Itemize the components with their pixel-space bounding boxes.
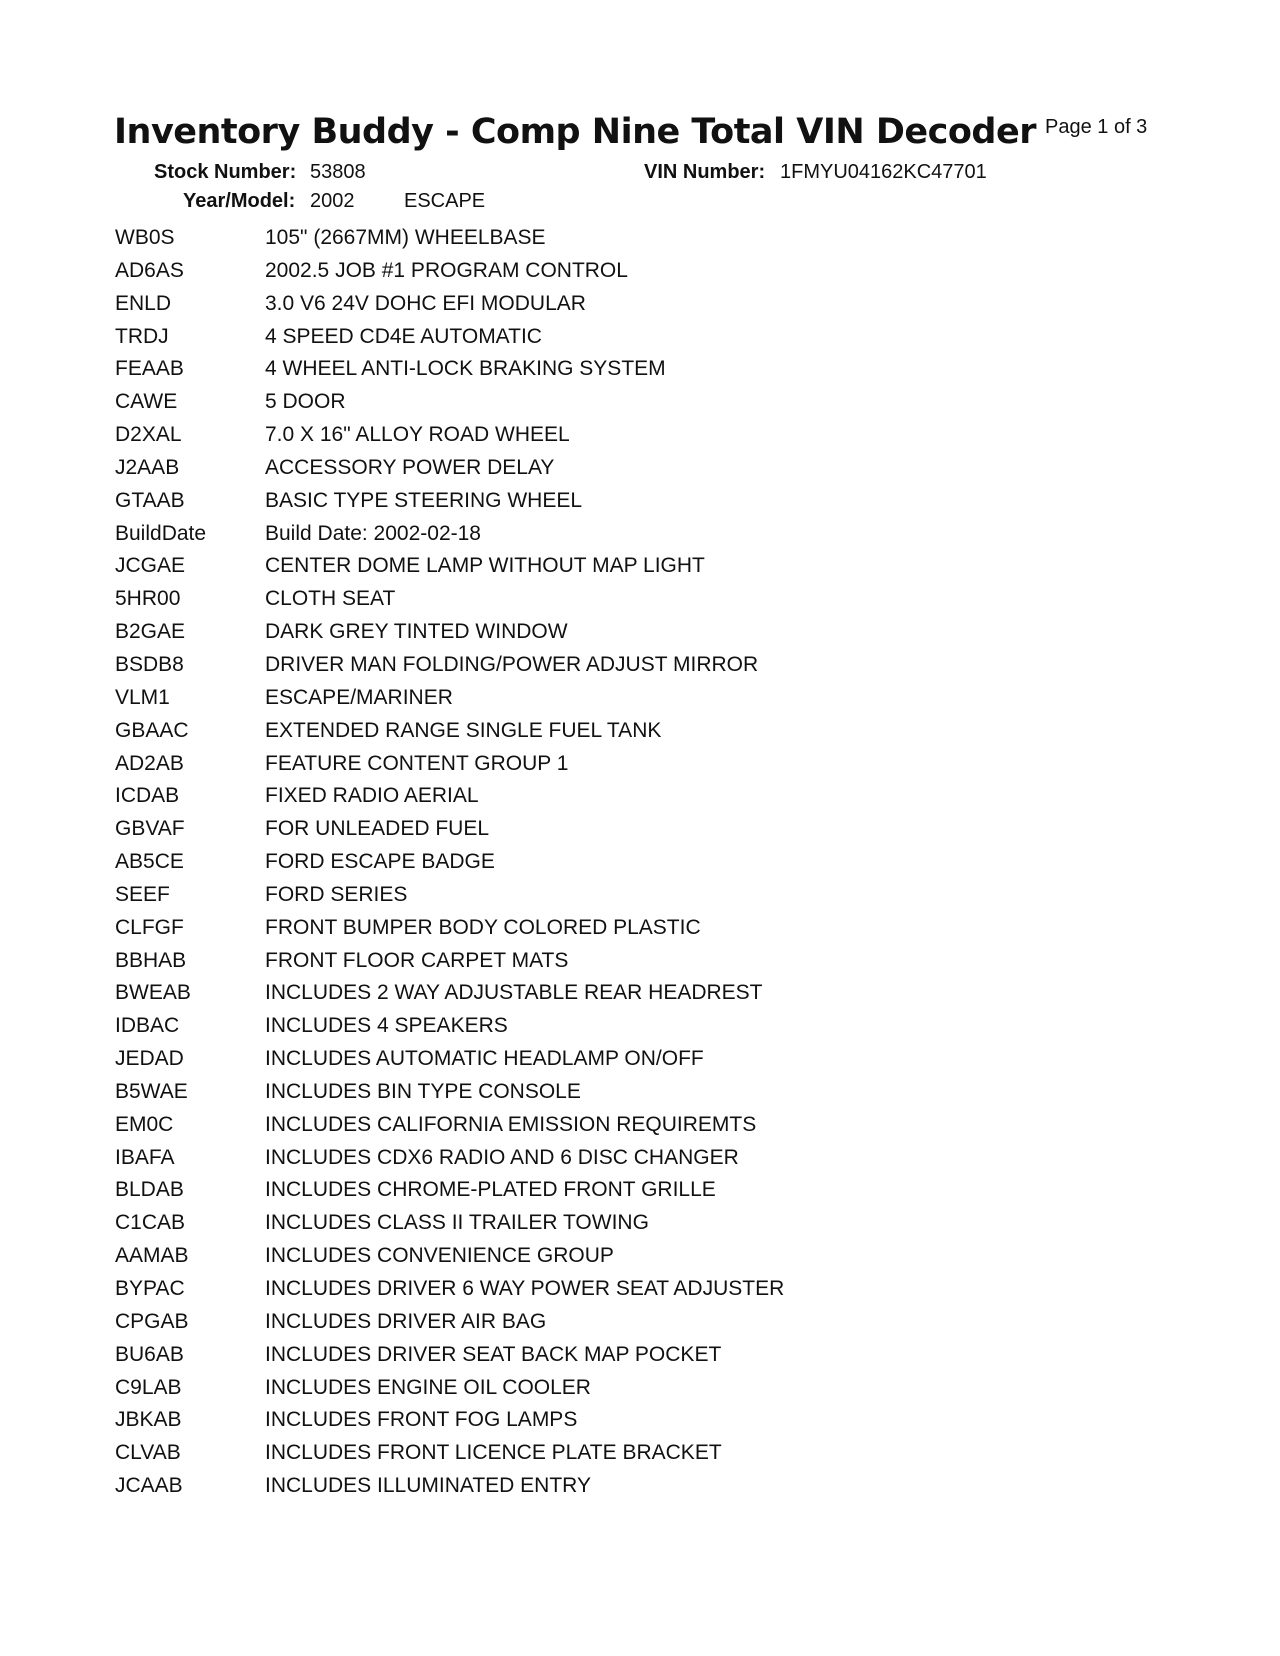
option-code: GBAAC [115, 718, 189, 742]
option-description: FORD SERIES [265, 882, 408, 906]
option-code: CLFGF [115, 915, 184, 939]
option-description: ESCAPE/MARINER [265, 685, 453, 709]
option-code: SEEF [115, 882, 170, 906]
option-code: D2XAL [115, 423, 182, 447]
option-code: JEDAD [115, 1047, 184, 1071]
option-code: BLDAB [115, 1178, 184, 1202]
option-description: FEATURE CONTENT GROUP 1 [265, 751, 569, 775]
option-description: DRIVER MAN FOLDING/POWER ADJUST MIRROR [265, 652, 759, 676]
option-code: BU6AB [115, 1342, 184, 1366]
option-description: 3.0 V6 24V DOHC EFI MODULAR [265, 291, 586, 315]
option-description: 7.0 X 16" ALLOY ROAD WHEEL [265, 423, 570, 447]
option-description: Build Date: 2002-02-18 [265, 521, 481, 545]
option-description: FIXED RADIO AERIAL [265, 784, 479, 808]
option-code: BSDB8 [115, 652, 184, 676]
option-code: BYPAC [115, 1277, 185, 1300]
option-description: FRONT FLOOR CARPET MATS [265, 948, 569, 972]
option-code: TRDJ [115, 324, 169, 348]
option-description: INCLUDES ENGINE OIL COOLER [265, 1375, 591, 1399]
option-code: CAWE [115, 390, 178, 414]
option-description: INCLUDES FRONT LICENCE PLATE BRACKET [265, 1441, 722, 1465]
option-code: GBVAF [115, 817, 185, 841]
year-model-label: Year/Model: [183, 190, 296, 212]
year-value: 2002 [310, 190, 355, 212]
option-code: EM0C [115, 1112, 174, 1136]
option-description: FRONT BUMPER BODY COLORED PLASTIC [265, 915, 701, 939]
option-code: VLM1 [115, 685, 170, 709]
option-code: 5HR00 [115, 587, 181, 611]
option-code: AD6AS [115, 258, 184, 282]
option-code: GTAAB [115, 488, 185, 512]
option-code: JCAAB [115, 1474, 183, 1498]
option-code: IBAFA [115, 1145, 175, 1169]
option-code: J2AAB [115, 455, 180, 479]
stock-number-value: 53808 [310, 161, 366, 183]
option-description: CLOTH SEAT [265, 587, 396, 611]
option-code: C9LAB [115, 1375, 182, 1399]
page-indicator: Page 1 of 3 [1045, 116, 1148, 138]
option-code: AD2AB [115, 751, 184, 775]
option-description: 2002.5 JOB #1 PROGRAM CONTROL [265, 258, 628, 282]
option-code: FEAAB [115, 357, 184, 381]
option-description: BASIC TYPE STEERING WHEEL [265, 488, 583, 512]
option-code: BBHAB [115, 948, 187, 972]
option-description: INCLUDES AUTOMATIC HEADLAMP ON/OFF [265, 1047, 704, 1071]
vin-number-value: 1FMYU04162KC47701 [780, 161, 987, 183]
option-description: INCLUDES DRIVER 6 WAY POWER SEAT ADJUSTER [265, 1277, 785, 1300]
option-description: FOR UNLEADED FUEL [265, 817, 490, 841]
option-code: AAMAB [115, 1244, 189, 1268]
option-description: INCLUDES CLASS II TRAILER TOWING [265, 1211, 649, 1235]
option-description: INCLUDES BIN TYPE CONSOLE [265, 1079, 581, 1103]
option-code: JCGAE [115, 554, 186, 578]
option-code: CLVAB [115, 1441, 181, 1465]
vin-number-label: VIN Number: [644, 161, 766, 183]
option-code: BuildDate [115, 521, 207, 545]
option-description: INCLUDES FRONT FOG LAMPS [265, 1408, 578, 1432]
option-code: ENLD [115, 291, 172, 315]
option-code: AB5CE [115, 850, 184, 874]
option-description: EXTENDED RANGE SINGLE FUEL TANK [265, 718, 662, 742]
option-description: INCLUDES CHROME-PLATED FRONT GRILLE [265, 1178, 716, 1202]
option-description: ACCESSORY POWER DELAY [265, 455, 555, 479]
option-description: 4 WHEEL ANTI-LOCK BRAKING SYSTEM [265, 357, 666, 381]
option-description: INCLUDES DRIVER SEAT BACK MAP POCKET [265, 1342, 722, 1366]
option-description: INCLUDES DRIVER AIR BAG [265, 1309, 547, 1333]
model-value: ESCAPE [404, 190, 486, 212]
option-code: B2GAE [115, 620, 186, 644]
option-description: CENTER DOME LAMP WITHOUT MAP LIGHT [265, 554, 705, 578]
option-code: WB0S [115, 226, 175, 249]
option-code: CPGAB [115, 1309, 189, 1333]
option-description: 105" (2667MM) WHEELBASE [265, 226, 546, 249]
page-title: Inventory Buddy - Comp Nine Total VIN Decoder [114, 112, 1036, 152]
option-description: 5 DOOR [265, 390, 346, 414]
option-code: JBKAB [115, 1408, 182, 1432]
option-description: INCLUDES 4 SPEAKERS [265, 1014, 508, 1038]
option-description: DARK GREY TINTED WINDOW [265, 620, 568, 644]
stock-number-label: Stock Number: [154, 161, 297, 183]
option-code: C1CAB [115, 1211, 186, 1235]
option-code: ICDAB [115, 784, 180, 808]
option-code: B5WAE [115, 1079, 188, 1103]
option-description: 4 SPEED CD4E AUTOMATIC [265, 324, 542, 348]
option-description: INCLUDES CONVENIENCE GROUP [265, 1244, 614, 1268]
option-code: BWEAB [115, 981, 191, 1005]
option-description: INCLUDES ILLUMINATED ENTRY [265, 1474, 591, 1498]
option-code: IDBAC [115, 1014, 180, 1038]
option-description: INCLUDES CDX6 RADIO AND 6 DISC CHANGER [265, 1145, 739, 1169]
option-description: INCLUDES CALIFORNIA EMISSION REQUIREMTS [265, 1112, 757, 1136]
option-description: FORD ESCAPE BADGE [265, 850, 495, 874]
option-description: INCLUDES 2 WAY ADJUSTABLE REAR HEADREST [265, 981, 763, 1005]
